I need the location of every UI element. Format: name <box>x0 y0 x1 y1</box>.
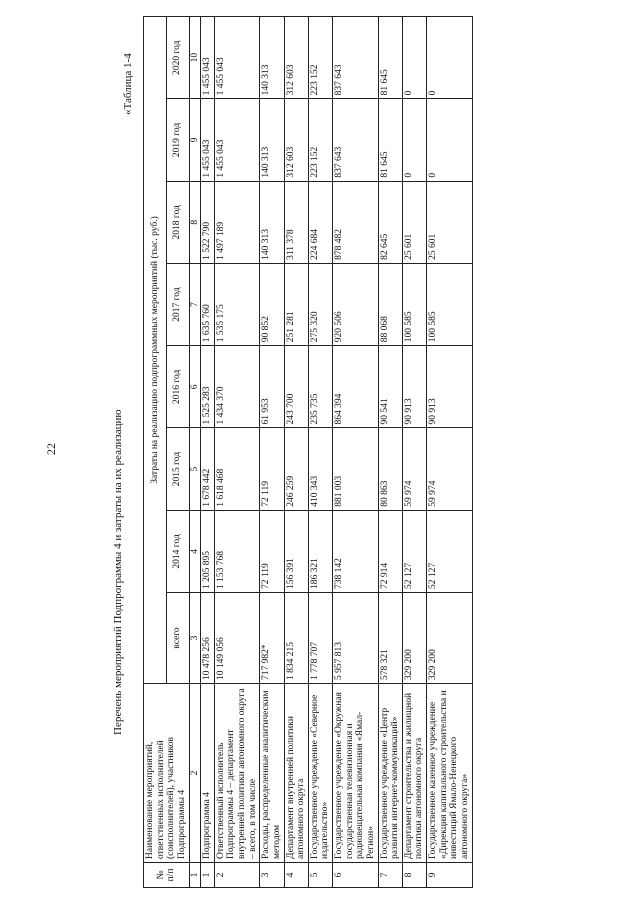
row-value: 0 <box>427 17 473 99</box>
header-name: Наименование мероприятий, ответственных исполнителей (соисполнителей), участников Подпрограммы 4 <box>144 684 190 863</box>
table-row <box>402 17 426 888</box>
row-value: 920 506 <box>333 263 379 345</box>
column-index: 5 <box>189 428 201 510</box>
table-row <box>308 17 332 888</box>
header-col-2019: 2019 год <box>166 99 189 181</box>
row-value: 59 974 <box>427 428 473 510</box>
row-value: 717 982* <box>260 593 284 684</box>
row-name: Ответственный исполнитель Подпрограммы 4 – департамент внутренней политики автономного округа – всего, в том числе <box>214 684 260 863</box>
table-row <box>427 17 473 888</box>
row-value: 140 313 <box>260 99 284 181</box>
row-value: 410 343 <box>308 428 332 510</box>
row-number: 4 <box>284 863 308 888</box>
header-no: № п/п <box>144 863 190 888</box>
row-value: 5 957 813 <box>333 593 379 684</box>
row-value: 223 152 <box>308 17 332 99</box>
row-value: 52 127 <box>427 510 473 592</box>
column-index: 9 <box>189 99 201 181</box>
table-row <box>260 17 284 888</box>
header-col-2016: 2016 год <box>166 346 189 428</box>
row-value: 1 153 768 <box>214 510 260 592</box>
row-value: 90 913 <box>427 346 473 428</box>
header-col-2018: 2018 год <box>166 181 189 263</box>
row-value: 156 391 <box>284 510 308 592</box>
row-value: 61 953 <box>260 346 284 428</box>
row-value: 100 585 <box>427 263 473 345</box>
row-value: 186 321 <box>308 510 332 592</box>
row-value: 25 601 <box>427 181 473 263</box>
row-number: 6 <box>333 863 379 888</box>
column-index: 3 <box>189 593 201 684</box>
row-value: 1 525 283 <box>201 346 215 428</box>
row-value: 1 522 790 <box>201 181 215 263</box>
header-col-2014: 2014 год <box>166 510 189 592</box>
row-value: 246 259 <box>284 428 308 510</box>
row-name: Государственное учреждение «Окружная государственная телевизионная и радиовещательная компания «Ямал-Регион» <box>333 684 379 863</box>
row-value: 578 321 <box>378 593 402 684</box>
measures-table <box>143 16 473 888</box>
row-value: 243 700 <box>284 346 308 428</box>
table-row <box>214 17 260 888</box>
row-value: 72 119 <box>260 510 284 592</box>
table-caption: Перечень мероприятий Подпрограммы 4 и затраты на их реализацию <box>112 409 124 735</box>
row-value: 100 585 <box>402 263 426 345</box>
row-value: 738 142 <box>333 510 379 592</box>
row-value: 82 645 <box>378 181 402 263</box>
row-value: 10 478 256 <box>201 593 215 684</box>
row-value: 81 645 <box>378 99 402 181</box>
column-index: 6 <box>189 346 201 428</box>
row-value: 52 127 <box>402 510 426 592</box>
row-value: 878 482 <box>333 181 379 263</box>
column-index: 8 <box>189 181 201 263</box>
row-name: Департамент строительства и жилищной политики автономного округа <box>402 684 426 863</box>
row-value: 1 778 707 <box>308 593 332 684</box>
row-value: 864 394 <box>333 346 379 428</box>
measures-table-container <box>143 16 473 888</box>
row-value: 1 205 895 <box>201 510 215 592</box>
row-value: 1 434 370 <box>214 346 260 428</box>
row-value: 329 200 <box>402 593 426 684</box>
row-value: 1 618 468 <box>214 428 260 510</box>
row-value: 312 603 <box>284 99 308 181</box>
row-name: Департамент внутренней политики автономного округа <box>284 684 308 863</box>
table-row <box>284 17 308 888</box>
row-value: 311 378 <box>284 181 308 263</box>
page-number: 22 <box>44 443 58 455</box>
header-col-2017: 2017 год <box>166 263 189 345</box>
header-col-2015: 2015 год <box>166 428 189 510</box>
table-row <box>333 17 379 888</box>
column-index: 4 <box>189 510 201 592</box>
column-index: 2 <box>189 684 201 863</box>
header-col-2020: 2020 год <box>166 17 189 99</box>
column-index: 7 <box>189 263 201 345</box>
row-name: Расходы, распределенные аналитическим методом <box>260 684 284 863</box>
row-number: 8 <box>402 863 426 888</box>
table-label: «Таблица 1-4 <box>122 53 134 115</box>
row-value: 881 003 <box>333 428 379 510</box>
row-value: 81 645 <box>378 17 402 99</box>
header-col-total: всего <box>166 593 189 684</box>
row-name: Государственное учреждение «Центр развития интернет-коммуникаций» <box>378 684 402 863</box>
row-value: 1 635 760 <box>201 263 215 345</box>
row-number: 2 <box>214 863 260 888</box>
row-value: 72 914 <box>378 510 402 592</box>
row-value: 223 152 <box>308 99 332 181</box>
row-value: 837 643 <box>333 99 379 181</box>
row-value: 1 535 175 <box>214 263 260 345</box>
table-row <box>201 17 215 888</box>
row-value: 0 <box>402 17 426 99</box>
row-number: 1 <box>201 863 215 888</box>
row-value: 1 497 189 <box>214 181 260 263</box>
row-value: 329 200 <box>427 593 473 684</box>
row-value: 1 678 442 <box>201 428 215 510</box>
row-name: Подпрограмма 4 <box>201 684 215 863</box>
header-costs: Затраты на реализацию подпрограммных мероприятий (тыс. руб.) <box>144 17 167 684</box>
row-value: 251 281 <box>284 263 308 345</box>
column-index-row <box>189 17 201 888</box>
row-value: 72 119 <box>260 428 284 510</box>
column-index: 1 <box>189 863 201 888</box>
row-value: 90 913 <box>402 346 426 428</box>
row-value: 837 643 <box>333 17 379 99</box>
row-value: 0 <box>402 99 426 181</box>
row-value: 80 863 <box>378 428 402 510</box>
row-value: 1 455 043 <box>201 17 215 99</box>
row-value: 140 313 <box>260 181 284 263</box>
row-value: 235 735 <box>308 346 332 428</box>
row-value: 1 455 043 <box>214 99 260 181</box>
row-number: 3 <box>260 863 284 888</box>
row-value: 1 834 215 <box>284 593 308 684</box>
row-name: Государственное казенное учреждение «Дирекция капитального строительства и инвестиций Ямало-Ненецкого автономного округа» <box>427 684 473 863</box>
row-value: 224 684 <box>308 181 332 263</box>
row-value: 140 313 <box>260 17 284 99</box>
row-value: 25 601 <box>402 181 426 263</box>
row-value: 90 541 <box>378 346 402 428</box>
row-value: 1 455 043 <box>214 17 260 99</box>
header-row <box>144 17 167 888</box>
table-row <box>378 17 402 888</box>
row-value: 312 603 <box>284 17 308 99</box>
row-value: 1 455 043 <box>201 99 215 181</box>
row-value: 88 068 <box>378 263 402 345</box>
row-name: Государственное учреждение «Северное издательство» <box>308 684 332 863</box>
row-value: 90 852 <box>260 263 284 345</box>
row-value: 275 320 <box>308 263 332 345</box>
row-value: 59 974 <box>402 428 426 510</box>
row-number: 5 <box>308 863 332 888</box>
row-value: 10 149 056 <box>214 593 260 684</box>
row-number: 7 <box>378 863 402 888</box>
row-value: 0 <box>427 99 473 181</box>
column-index: 10 <box>189 17 201 99</box>
row-number: 9 <box>427 863 473 888</box>
